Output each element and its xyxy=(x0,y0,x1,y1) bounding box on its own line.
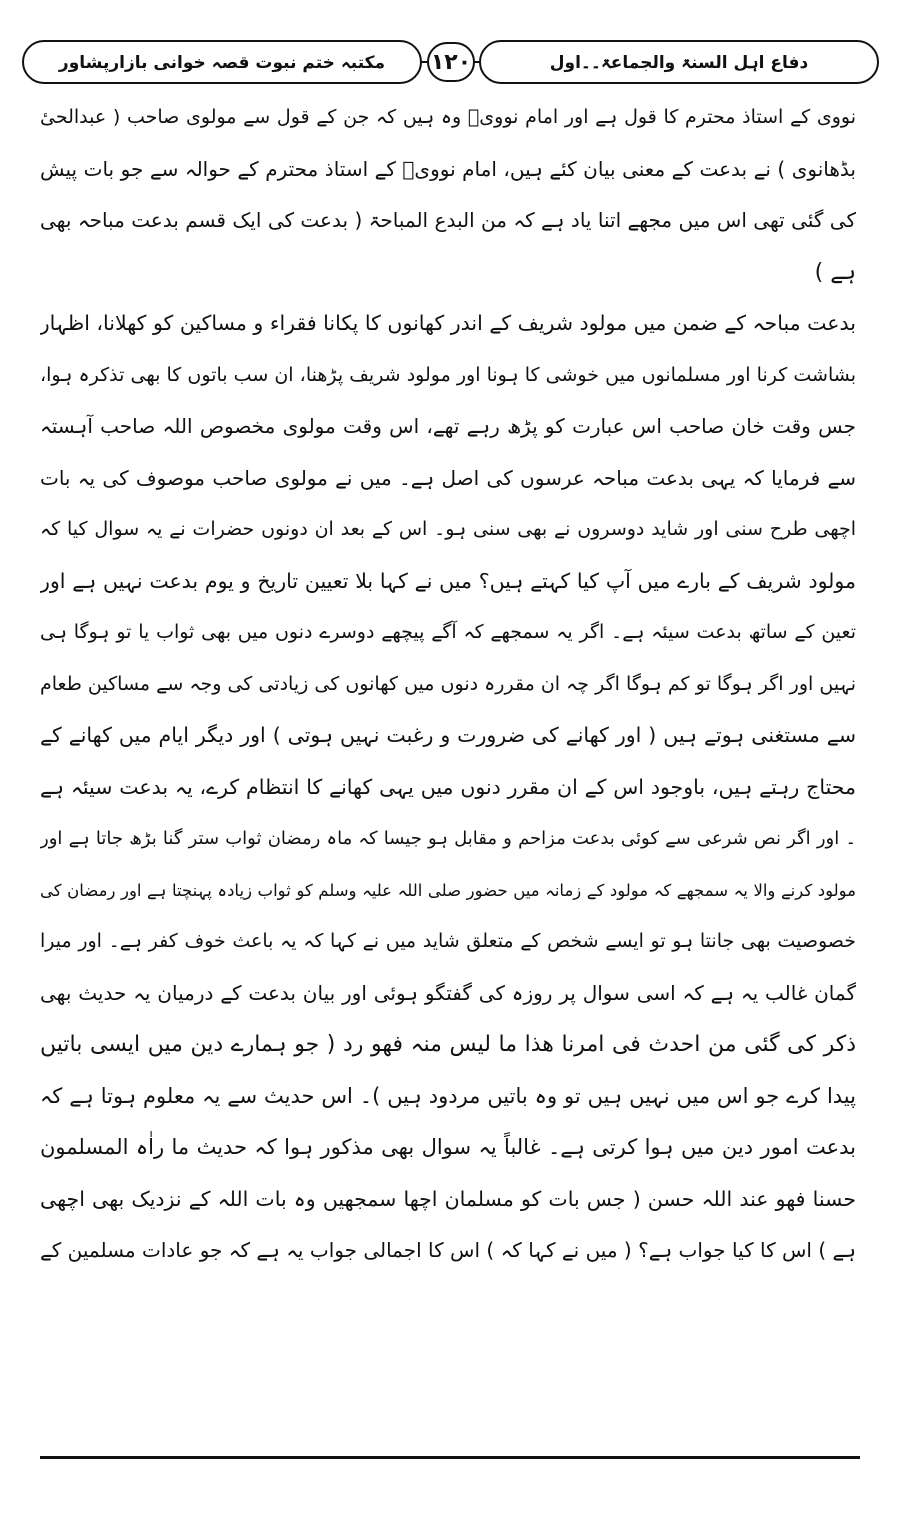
text-line: نووی کے استاذ محترم کا قول ہے اور امام نوویؒ وہ ہیں کہ جن کے قول سے مولوی صاحب ( عبدالحیٔ xyxy=(40,106,856,128)
text-line: مولود کرنے والا یہ سمجھے کہ مولود کے زمانہ میں حضور صلی اللہ علیہ وسلم کو ثواب زیادہ پہنچتا ہے اور رمضان کی xyxy=(40,880,856,900)
text-line: سے فرمایا کہ یہی بدعت مباحہ عرسوں کی اصل ہے۔ میں نے مولوی صاحب موصوف کی یہ بات xyxy=(40,465,856,490)
text-line: بڈھانوی ) نے بدعت کے معنی بیان کئے ہیں، امام نوویؒ کے استاذ محترم کے حوالہ سے جو بات پیش xyxy=(40,156,856,181)
text-line: مولود شریف کے بارے میں آپ کیا کہتے ہیں؟ میں نے کہا بلا تعیین تاریخ و یوم بدعت نہیں ہے اور xyxy=(40,568,856,593)
book-title: دفاع اہل السنۃ والجماعۃ۔۔اول xyxy=(479,40,879,84)
text-line: بدعت مباحہ کے ضمن میں مولود شریف کے اندر کھانوں کا پکانا فقراء و مساکین کو کھلانا، اظہار xyxy=(40,311,856,335)
text-line: ذکر کی گئی من احدث فی امرنا ھذا ما لیس منہ فھو رد ( جو ہمارے دین میں ایسی باتیں xyxy=(40,1032,856,1057)
text-line: نہیں اور اگر ہوگا تو کم ہوگا اگر چہ ان مقررہ دنوں میں کھانوں کی زیادتی کی وجہ سے مساکین طعام xyxy=(40,672,856,695)
text-line: ہے ) اس کا کیا جواب ہے؟ ( میں نے کہا کہ ) اس کا اجمالی جواب یہ ہے کہ جو عادات مسلمین کے xyxy=(40,1238,856,1262)
body-text xyxy=(40,92,856,1277)
text-line: ہے ) xyxy=(814,259,856,285)
text-line: کی گئی تھی اس میں مجھے اتنا یاد ہے کہ من البدع المباحۃ ( بدعت کی ایک قسم بدعت مباحہ بھی xyxy=(40,208,856,232)
text-line: تعین کے ساتھ بدعت سیئہ ہے۔ اگر یہ سمجھے کہ آگے پیچھے دوسرے دنوں میں بھی ثواب یا تو ہوگا ہی xyxy=(40,621,856,643)
text-line: سے مستغنی ہوتے ہیں ( اور کھانے کی ضرورت و رغبت نہیں ہوتی ) اور دیگر ایام میں کھانے کے xyxy=(40,723,856,747)
footer-rule xyxy=(40,1456,860,1459)
text-line: ۔ اور اگر نص شرعی سے کوئی بدعت مزاحم و مقابل ہو جیسا کہ ماہ رمضان ثواب ستر گنا بڑھ جاتا ہے اور xyxy=(40,828,856,849)
text-line: حسنا فھو عند اللہ حسن ( جس بات کو مسلمان اچھا سمجھیں وہ بات اللہ کے نزدیک بھی اچھی xyxy=(40,1186,856,1211)
page-number: ۱۲۰ xyxy=(427,42,475,82)
text-line: بدعت امور دین میں ہوا کرتی ہے۔ غالباً یہ سوال بھی مذکور ہوا کہ حدیث ما راٰہ المسلمون xyxy=(40,1135,856,1159)
text-line: پیدا کرے جو اس میں نہیں ہیں تو وہ باتیں مردود ہیں )۔ اس حدیث سے یہ معلوم ہوتا ہے کہ xyxy=(40,1083,856,1108)
text-line: اچھی طرح سنی اور شاید دوسروں نے بھی سنی ہو۔ اس کے بعد ان دونوں حضرات نے یہ سوال کیا کہ xyxy=(40,518,856,540)
publisher-name: مکتبہ ختم نبوت قصہ خوانی بازارپشاور xyxy=(22,40,422,84)
text-line: گمان غالب یہ ہے کہ اسی سوال پر روزہ کی گفتگو ہوئی اور بیان بدعت کے درمیان یہ حدیث بھی xyxy=(40,980,856,1005)
text-line: محتاج رہتے ہیں، باوجود اس کے ان مقرر دنوں میں یہی کھانے کا انتظام کرے، یہ بدعت سیئہ ہے xyxy=(40,774,856,799)
text-line: جس وقت خان صاحب اس عبارت کو پڑھ رہے تھے، اس وقت مولوی مخصوص اللہ صاحب آہستہ xyxy=(40,414,856,438)
text-line: خصوصیت بھی جانتا ہو تو ایسے شخص کے متعلق شاید میں نے کہا کہ یہ باعث خوف کفر ہے۔ اور میرا xyxy=(40,930,856,952)
page-header xyxy=(22,40,879,84)
text-line: بشاشت کرنا اور مسلمانوں میں خوشی کا ہونا اور مولود شریف پڑھنا، ان سب باتوں کا بھی تذکرہ ہوا، xyxy=(40,363,856,386)
